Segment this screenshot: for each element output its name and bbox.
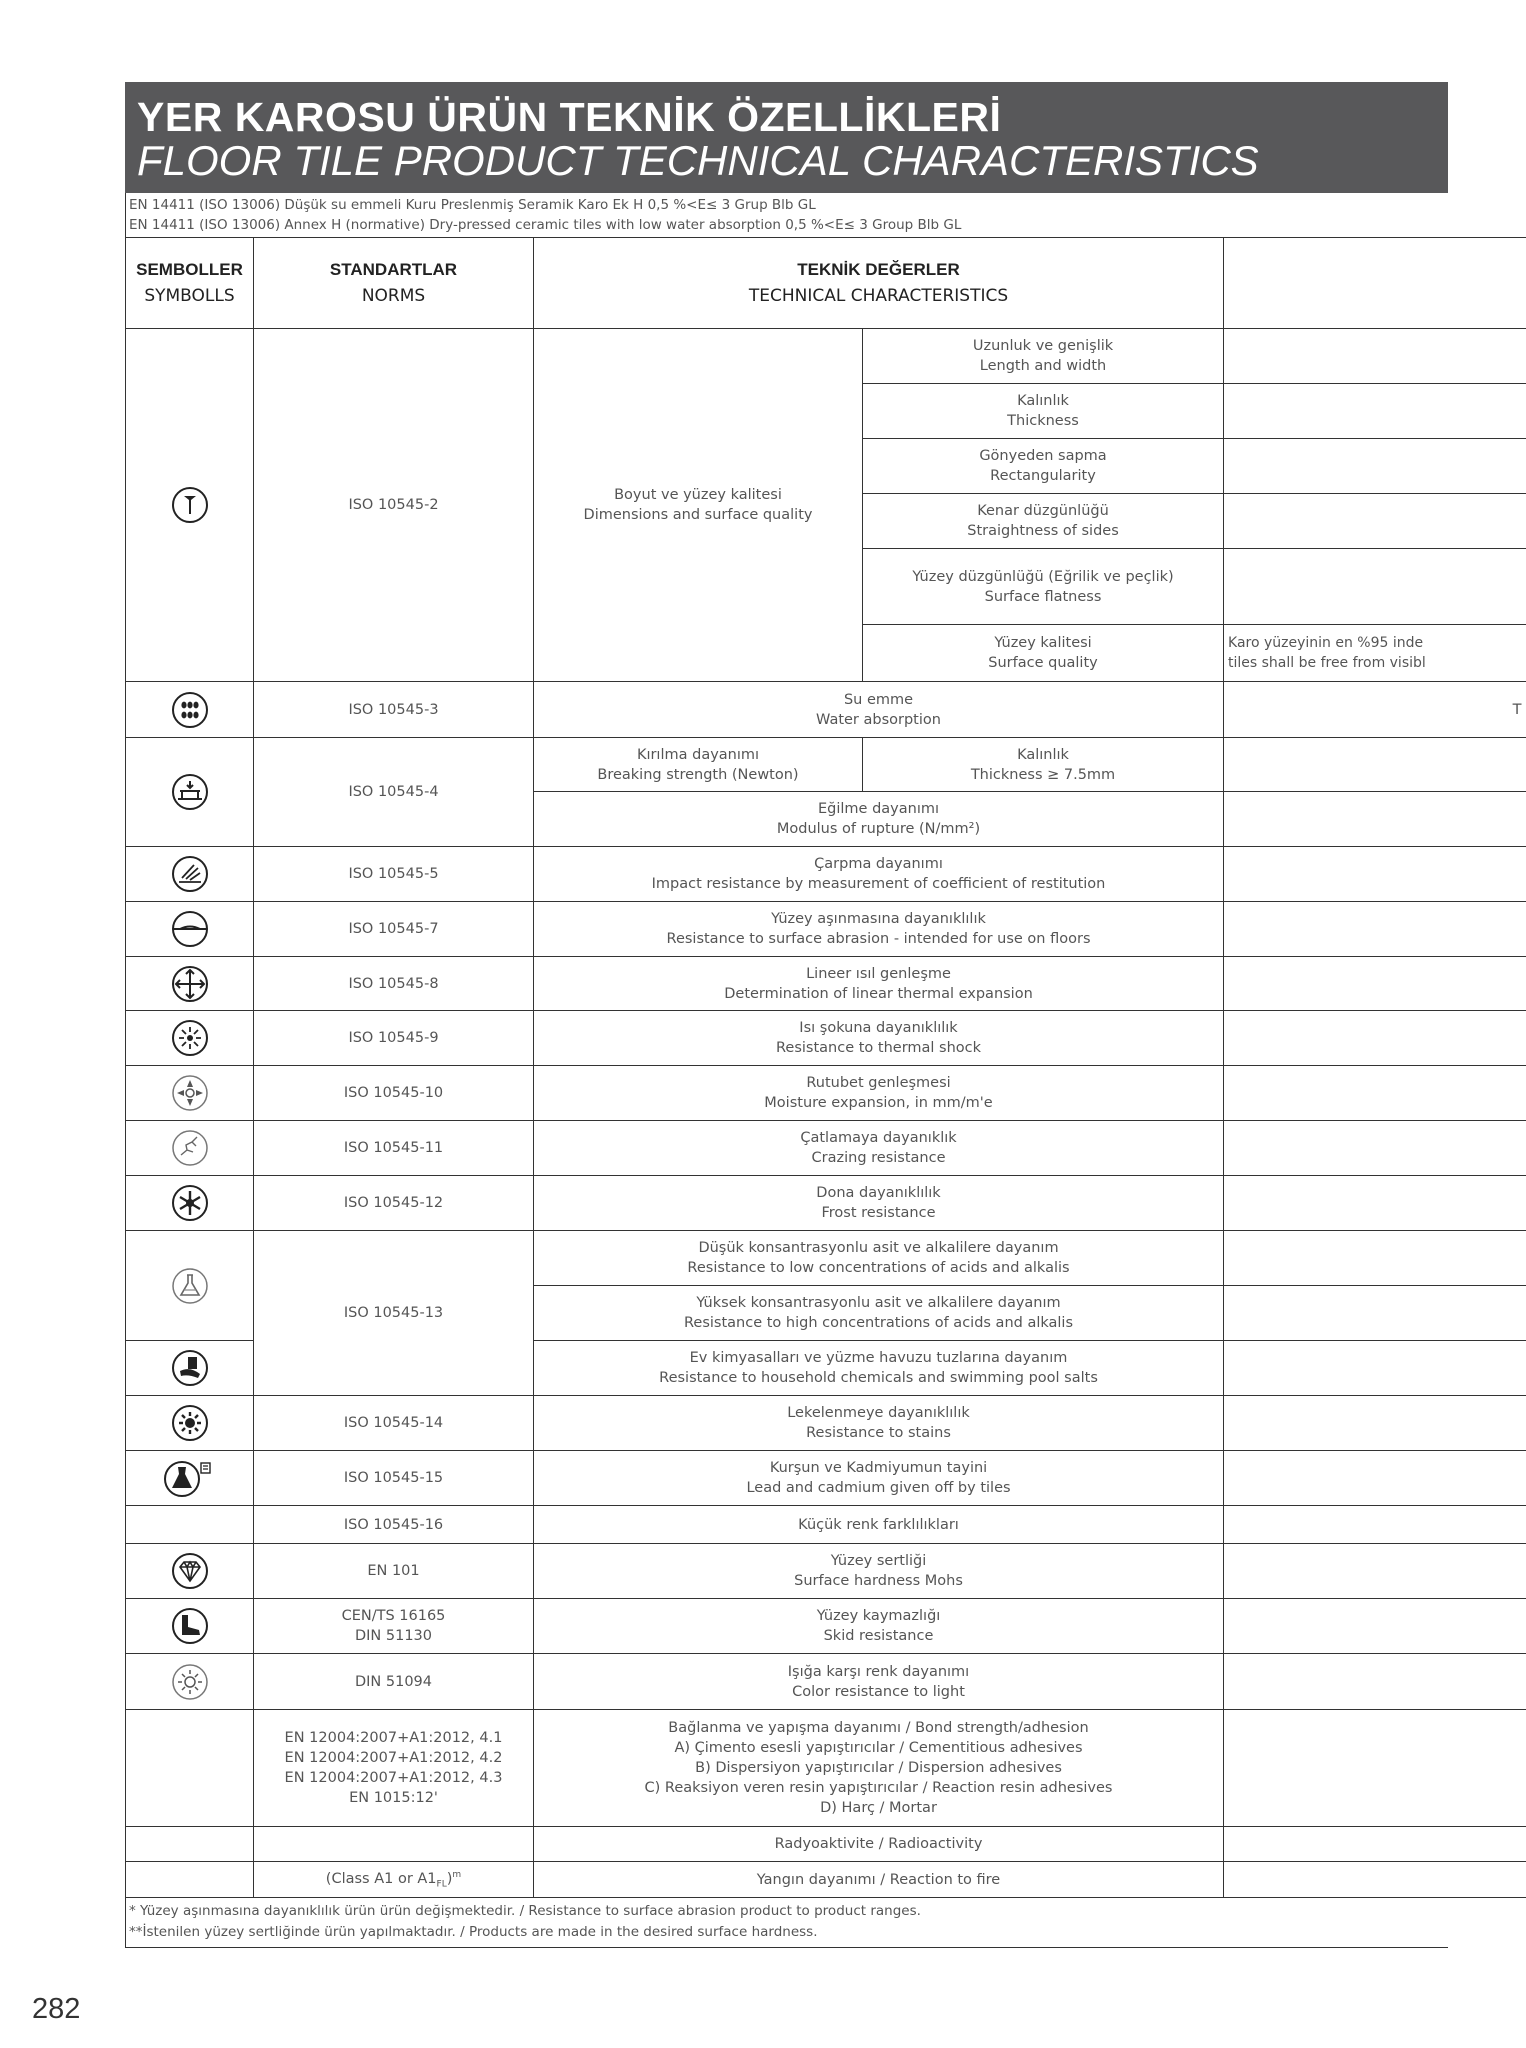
norm-cell: ISO 10545-12 — [254, 1176, 534, 1231]
col-norms: STANDARTLAR NORMS — [254, 238, 534, 329]
lead-cadmium-icon — [160, 1458, 220, 1498]
breaking-strength-icon — [170, 772, 210, 812]
hardness-cell: Yüzey sertliği Surface hardness Mohs — [534, 1544, 1224, 1599]
thickness-cell: Kalınlık Thickness ≥ 7.5mm — [863, 738, 1224, 792]
thermal-expansion-cell: Lineer ısıl genleşme Determination of linear thermal expansion — [534, 957, 1224, 1011]
spec-table — [125, 237, 1526, 1898]
norm-cell: ISO 10545-2 — [254, 329, 534, 682]
norm-cell: DIN 51094 — [254, 1654, 534, 1710]
norm-cell: (Class A1 or $A1_{FL})^m$ — [254, 1862, 534, 1898]
stain-cell: Lekelenmeye dayanıklılık Resistance to stains — [534, 1396, 1224, 1451]
norm-cell: ISO 10545-13 — [254, 1231, 534, 1396]
sub-straightness: Kenar düzgünlüğü Straightness of sides — [863, 494, 1224, 549]
symbol-cell — [126, 329, 254, 682]
footnote-1: * Yüzey aşınmasına dayanıklılık ürün ürün değişmektedir. / Resistance to surface abrasion product to product ranges. — [129, 1903, 921, 1919]
value-surface-quality: Karo yüzeyinin en %95 inde tiles shall be free from visibl — [1224, 625, 1526, 682]
crazing-cell: Çatlamaya dayanıklık Crazing resistance — [534, 1121, 1224, 1176]
col-values — [1224, 238, 1526, 329]
sub-thickness: Kalınlık Thickness — [863, 384, 1224, 439]
norm-cell: ISO 10545-9 — [254, 1011, 534, 1066]
norm-cell: ISO 10545-4 — [254, 738, 534, 847]
norm-cell: EN 12004:2007+A1:2012, 4.1 EN 12004:2007+A1:2012, 4.2 EN 12004:2007+A1:2012, 4.3 EN 1015:12' — [254, 1710, 534, 1827]
col-tech: TEKNİK DEĞERLER TECHNICAL CHARACTERISTICS — [534, 238, 1224, 329]
crazing-icon — [170, 1128, 210, 1168]
subtitle-tr: EN 14411 (ISO 13006) Düşük su emmeli Kuru Preslenmiş Seramik Karo Ek H 0,5 %<E≤ 3 Grup Blb GL — [129, 197, 816, 213]
household-chemicals-icon — [170, 1348, 210, 1388]
lead-cadmium-cell: Kurşun ve Kadmiyumun tayini Lead and cadmium given off by tiles — [534, 1451, 1224, 1506]
thermal-expansion-icon — [170, 964, 210, 1004]
water-absorption-cell: Su emme Water absorption — [534, 682, 1224, 738]
abrasion-cell: Yüzey aşınmasına dayanıklılık Resistance to surface abrasion - intended for use on floors — [534, 902, 1224, 957]
norm-cell: CEN/TS 16165 DIN 51130 — [254, 1599, 534, 1654]
norm-cell: ISO 10545-15 — [254, 1451, 534, 1506]
sub-rectangularity: Gönyeden sapma Rectangularity — [863, 439, 1224, 494]
moisture-expansion-cell: Rutubet genleşmesi Moisture expansion, in mm/m'e — [534, 1066, 1224, 1121]
standard-subtitle — [125, 193, 1448, 237]
sub-flatness: Yüzey düzgünlüğü (Eğrilik ve peçlik) Surface flatness — [863, 549, 1224, 625]
moisture-expansion-icon — [170, 1073, 210, 1113]
norm-cell: EN 101 — [254, 1544, 534, 1599]
light-resistance-cell: Işığa karşı renk dayanımı Color resistance to light — [534, 1654, 1224, 1710]
norm-cell: ISO 10545-11 — [254, 1121, 534, 1176]
spec-page — [125, 82, 1522, 1948]
norm-cell: ISO 10545-8 — [254, 957, 534, 1011]
norm-cell: ISO 10545-16 — [254, 1506, 534, 1544]
sun-icon — [170, 1662, 210, 1702]
thermal-shock-cell: Isı şokuna dayanıklılık Resistance to thermal shock — [534, 1011, 1224, 1066]
abrasion-icon — [170, 909, 210, 949]
sub-length: Uzunluk ve genişlik Length and width — [863, 329, 1224, 384]
norm-cell: ISO 10545-3 — [254, 682, 534, 738]
subtitle-en: EN 14411 (ISO 13006) Annex H (normative) Dry-pressed ceramic tiles with low water absorption 0,5 %<E≤ 3 Group Blb GL — [129, 217, 962, 233]
breaking-strength-cell: Kırılma dayanımı Breaking strength (Newton) — [534, 738, 863, 792]
thermal-shock-icon — [170, 1018, 210, 1058]
skid-resistance-cell: Yüzey kaymazlığı Skid resistance — [534, 1599, 1224, 1654]
low-acid-cell: Düşük konsantrasyonlu asit ve alkalilere dayanım Resistance to low concentrations of acids and alkalis — [534, 1231, 1224, 1286]
footnote-2: **İstenilen yüzey sertliğinde ürün yapılmaktadır. / Products are made in the desired surface hardness. — [129, 1924, 818, 1940]
water-drops-icon — [170, 690, 210, 730]
diamond-icon — [170, 1551, 210, 1591]
dimensions-cell: Boyut ve yüzey kalitesi Dimensions and surface quality — [534, 329, 863, 682]
title-en: FLOOR TILE PRODUCT TECHNICAL CHARACTERISTICS — [137, 137, 1259, 184]
sub-surface-quality: Yüzey kalitesi Surface quality — [863, 625, 1224, 682]
impact-cell: Çarpma dayanımı Impact resistance by measurement of coefficient of restitution — [534, 847, 1224, 902]
title-tr: YER KAROSU ÜRÜN TEKNİK ÖZELLİKLERİ — [137, 94, 1002, 140]
norm-cell: ISO 10545-10 — [254, 1066, 534, 1121]
acid-flask-icon — [170, 1266, 210, 1306]
high-acid-cell: Yüksek konsantrasyonlu asit ve alkalilere dayanım Resistance to high concentrations of acids and alkalis — [534, 1286, 1224, 1341]
frost-icon — [170, 1183, 210, 1223]
color-difference-cell: Küçük renk farklılıkları — [534, 1506, 1224, 1544]
norm-cell: ISO 10545-7 — [254, 902, 534, 957]
stain-icon — [170, 1403, 210, 1443]
frost-cell: Dona dayanıklılık Frost resistance — [534, 1176, 1224, 1231]
title-banner — [125, 82, 1448, 193]
ruler-icon — [170, 485, 210, 525]
fire-reaction-cell: Yangın dayanımı / Reaction to fire — [534, 1862, 1224, 1898]
norm-cell: ISO 10545-14 — [254, 1396, 534, 1451]
footnotes — [125, 1898, 1448, 1948]
page-number: 282 — [32, 1993, 81, 2025]
norm-cell: ISO 10545-5 — [254, 847, 534, 902]
bond-strength-cell: Bağlanma ve yapışma dayanımı / Bond strength/adhesion A) Çimento esesli yapıştırıcılar / Cementitious adhesives B) Dispersiyon yapıştırıcılar / Dispersion adhesives C) Reaksiyon veren resin yapıştırıcılar / Reaction resin adhesives D) Harç / Mortar — [534, 1710, 1224, 1827]
radioactivity-cell: Radyoaktivite / Radioactivity — [534, 1827, 1224, 1862]
shoe-icon — [170, 1606, 210, 1646]
value-water-absorption: T — [1224, 682, 1526, 738]
col-symbols: SEMBOLLER SYMBOLLS — [126, 238, 254, 329]
household-chemicals-cell: Ev kimyasalları ve yüzme havuzu tuzlarına dayanım Resistance to household chemicals and swimming pool salts — [534, 1341, 1224, 1396]
modulus-rupture-cell: Eğilme dayanımı Modulus of rupture (N/mm²) — [534, 792, 1224, 847]
impact-icon — [170, 854, 210, 894]
